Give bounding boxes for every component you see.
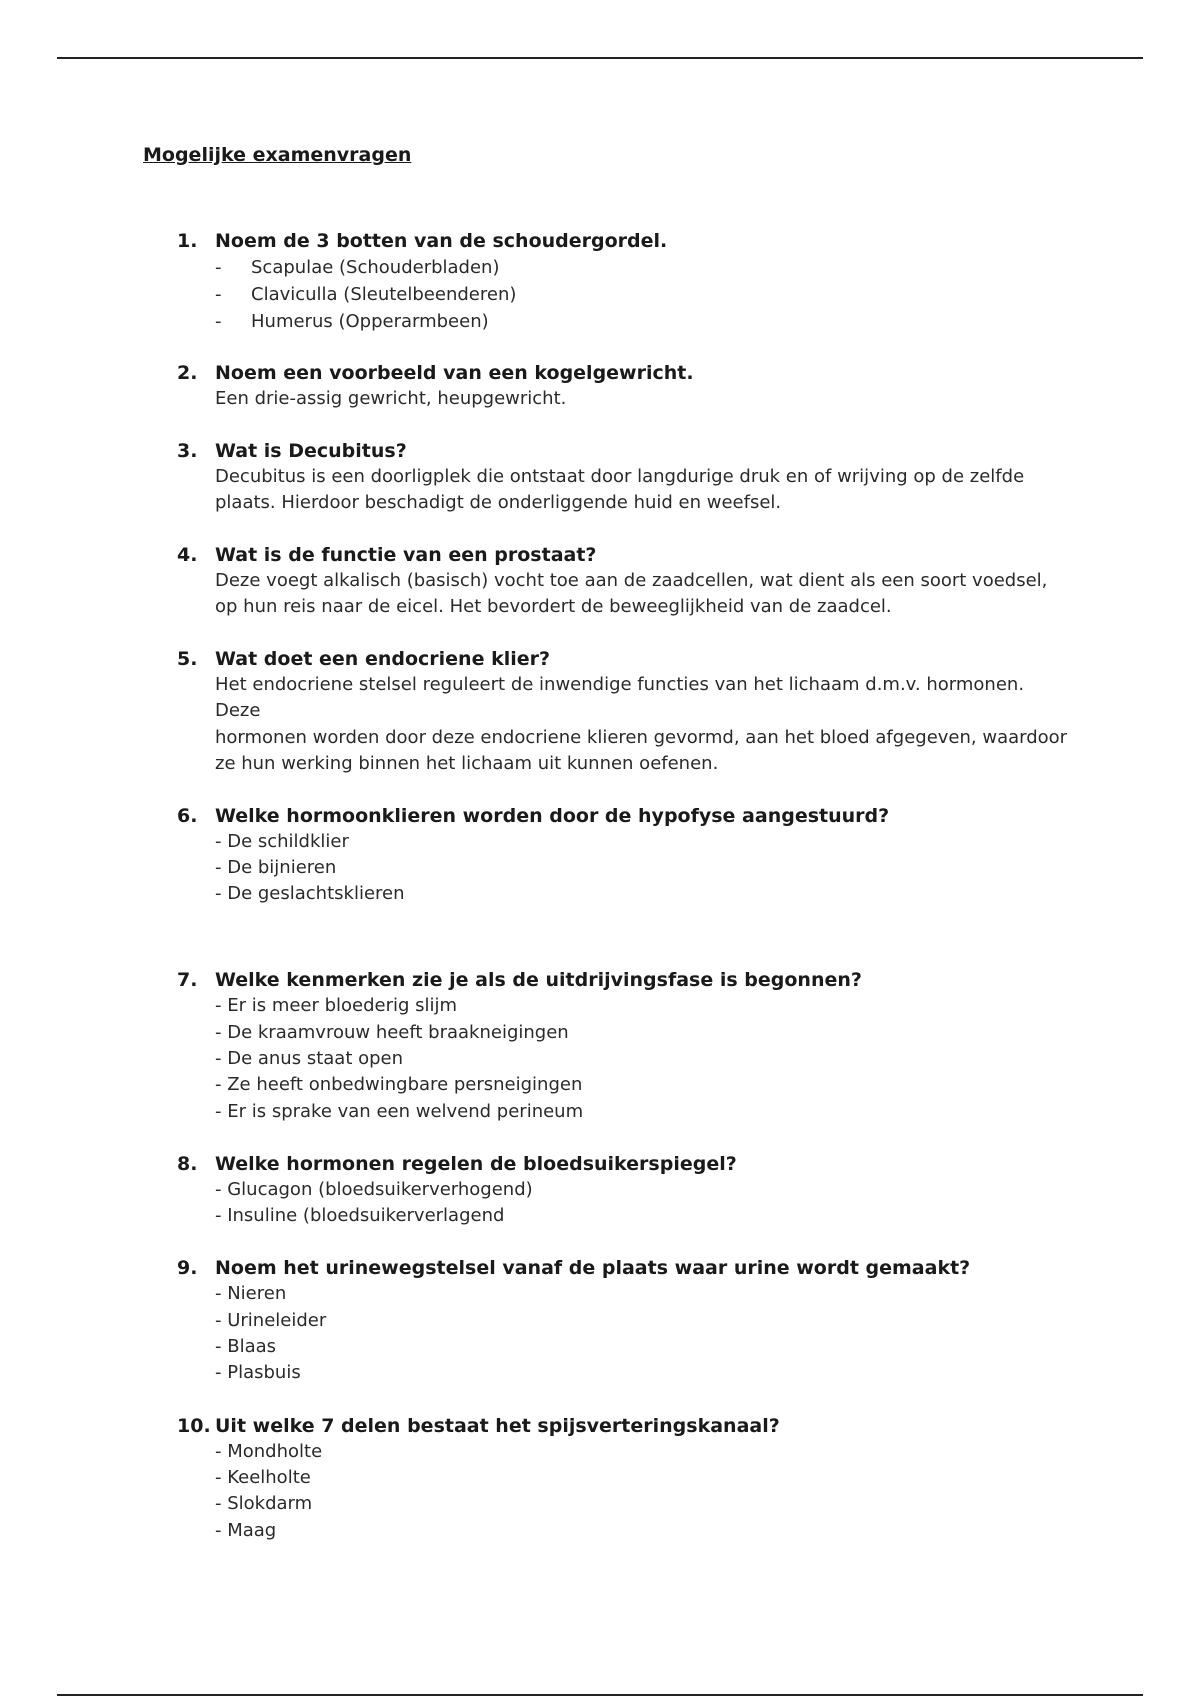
question-number: 9.	[177, 1257, 198, 1280]
question-item	[0, 438, 1200, 517]
answer-item: - Keelholte	[215, 1466, 311, 1488]
answer-line: Een drie-assig gewricht, heupgewricht.	[215, 388, 567, 409]
answer-item: - Mondholte	[215, 1440, 323, 1462]
question-number: 4.	[177, 543, 198, 566]
answer-line: plaats. Hierdoor beschadigt de onderliggende huid en weefsel.	[215, 492, 782, 513]
answer-line: Het endocriene stelsel reguleert de inwendige functies van het lichaam d.m.v. hormonen.	[215, 673, 1025, 695]
question-text: Noem de 3 botten van de schoudergordel.	[215, 230, 668, 252]
answer-item-text: Claviculla (Sleutelbeenderen)	[251, 284, 517, 305]
answer-item: - Plasbuis	[215, 1362, 301, 1384]
answer-item: - Maag	[215, 1519, 277, 1541]
question-text: Wat is de functie van een prostaat?	[215, 543, 597, 566]
answer-item	[215, 254, 1080, 281]
question-text: Uit welke 7 delen bestaat het spijsverteringskanaal?	[215, 1414, 780, 1437]
question-item	[0, 360, 1200, 413]
answer-item-text: Scapulae (Schouderbladen)	[251, 257, 500, 278]
question-item	[0, 228, 1200, 335]
footer-rule	[57, 1694, 1143, 1696]
question-number: 8.	[177, 1152, 198, 1175]
question-list	[0, 228, 1200, 1544]
answer-item: - Er is sprake van een welvend perineum	[215, 1100, 584, 1122]
answer-item: - Ze heeft onbedwingbare persneigingen	[215, 1074, 583, 1096]
answer-line: Deze	[215, 700, 261, 721]
question-number: 3.	[177, 439, 198, 462]
page-title: Mogelijke examenvragen	[143, 144, 412, 166]
question-item	[0, 542, 1200, 621]
question-number: 6.	[177, 804, 198, 827]
question-text: Wat is Decubitus?	[215, 439, 407, 462]
answer-line: hormonen worden door deze endocriene klieren gevormd, aan het bloed afgegeven, waardoor	[215, 726, 1068, 748]
answer-item: - Er is meer bloederig slijm	[215, 995, 458, 1017]
question-text: Welke hormoonklieren worden door de hypofyse aangestuurd?	[215, 804, 890, 827]
answer-item	[215, 308, 1080, 335]
answer-item: - Glucagon (bloedsuikerverhogend)	[215, 1178, 533, 1200]
dash-bullet: -	[215, 311, 222, 332]
question-number: 5.	[177, 647, 198, 670]
question-item	[0, 1255, 1200, 1386]
header-rule	[57, 57, 1143, 59]
answer-item	[215, 281, 1080, 308]
dash-bullet: -	[215, 284, 222, 305]
dash-bullet: -	[215, 257, 222, 278]
answer-item: - De bijnieren	[215, 856, 337, 878]
question-number: 2.	[177, 362, 198, 384]
answer-item: - De kraamvrouw heeft braakneigingen	[215, 1021, 569, 1043]
question-number: 7.	[177, 969, 198, 992]
question-text: Wat doet een endocriene klier?	[215, 647, 551, 670]
question-item	[0, 967, 1200, 1124]
question-text: Noem een voorbeeld van een kogelgewricht.	[215, 362, 694, 384]
answer-item: - Nieren	[215, 1283, 287, 1305]
answer-item: - De anus staat open	[215, 1047, 404, 1069]
question-item	[0, 1151, 1200, 1230]
answer-item: - Blaas	[215, 1336, 277, 1358]
question-item	[0, 646, 1200, 778]
answer-line: ze hun werking binnen het lichaam uit kunnen oefenen.	[215, 753, 719, 774]
answer-item: - Urineleider	[215, 1309, 327, 1331]
answer-item: - De schildklier	[215, 830, 349, 852]
question-number: 1.	[177, 230, 198, 252]
question-item	[0, 1413, 1200, 1544]
question-number: 10.	[177, 1414, 211, 1437]
question-text: Welke hormonen regelen de bloedsuikerspiegel?	[215, 1152, 737, 1175]
question-item	[0, 803, 1200, 908]
answer-item: - De geslachtsklieren	[215, 883, 405, 905]
question-text: Noem het urinewegstelsel vanaf de plaats waar urine wordt gemaakt?	[215, 1257, 971, 1280]
answer-item: - Slokdarm	[215, 1493, 313, 1515]
answer-line: Decubitus is een doorligplek die ontstaat door langdurige druk en of wrijving op de zelfde	[215, 465, 1025, 487]
answer-line: op hun reis naar de eicel. Het bevordert de beweeglijkheid van de zaadcel.	[215, 596, 892, 617]
question-text: Welke kenmerken zie je als de uitdrijvingsfase is begonnen?	[215, 969, 862, 992]
answer-item: - Insuline (bloedsuikerverlagend	[215, 1205, 505, 1227]
answer-item-text: Humerus (Opperarmbeen)	[251, 311, 489, 332]
answer-line: Deze voegt alkalisch (basisch) vocht toe aan de zaadcellen, wat dient als een soort voedsel,	[215, 569, 1048, 591]
